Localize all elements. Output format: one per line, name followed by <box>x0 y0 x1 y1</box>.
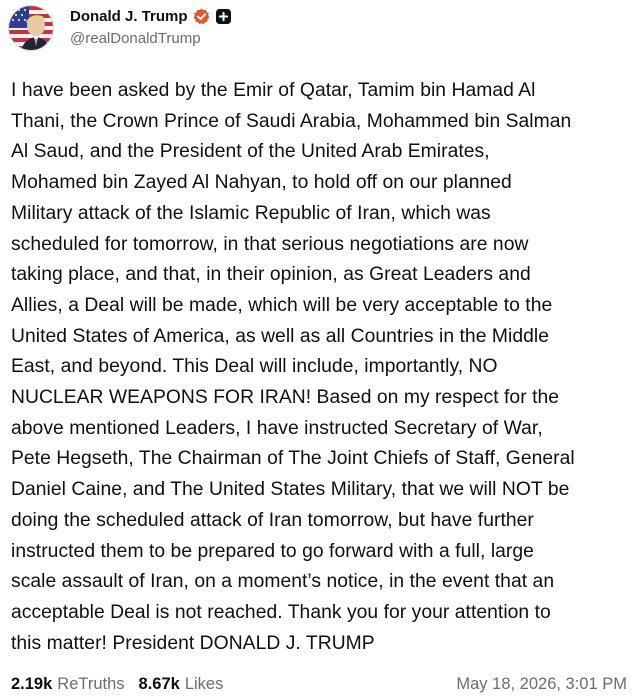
post-stats <box>11 673 627 695</box>
likes-label[interactable]: Likes <box>184 674 224 693</box>
display-name[interactable]: Donald J. Trump <box>70 7 188 25</box>
avatar-image <box>9 6 54 51</box>
name-row <box>70 5 231 27</box>
author-handle[interactable]: @realDonaldTrump <box>70 30 201 47</box>
plus-badge-icon <box>216 9 231 24</box>
retruths-label[interactable]: ReTruths <box>57 674 125 693</box>
post-text: I have been asked by the Emir of Qatar, Tamim bin Hamad Al Thani, the Crown Prince of Saudi Arabia, Mohammed bin Salman Al Saud, and the President of the United Arab Emirates, Mohamed bin Zayed Al Nahyan, to hold off on our planned Military attack of the Islamic Republic of Iran, which was scheduled for tomorrow, in that serious negotiations are now taking place, and that, in their opinion, as Great Leaders and Allies, a Deal will be made, which will be very acceptable to the United States of America, as well as all Countries in the Middle East, and beyond. This Deal will include, importantly, NO NUCLEAR WEAPONS FOR IRAN! Based on my respect for the above mentioned Leaders, I have instructed Secretary of War, Pete Hegseth, The Chairman of The Joint Chiefs of Staff, General Daniel Caine, and The United States Military, that we will NOT be doing the scheduled attack of Iran tomorrow, but have further instructed them to be prepared to go forward with a full, large scale assault of Iran, on a moment’s notice, in the event that an acceptable Deal is not reached. Thank you for your attention to this matter! President DONALD J. TRUMP <box>11 80 575 654</box>
post-header <box>8 5 231 51</box>
avatar[interactable] <box>8 5 54 51</box>
likes-count[interactable]: 8.67k <box>138 674 180 693</box>
post-timestamp[interactable]: May 18, 2026, 3:01 PM <box>456 674 627 693</box>
retruths-count[interactable]: 2.19k <box>11 674 53 693</box>
author-identity <box>70 5 231 47</box>
verified-badge-icon <box>193 8 210 25</box>
